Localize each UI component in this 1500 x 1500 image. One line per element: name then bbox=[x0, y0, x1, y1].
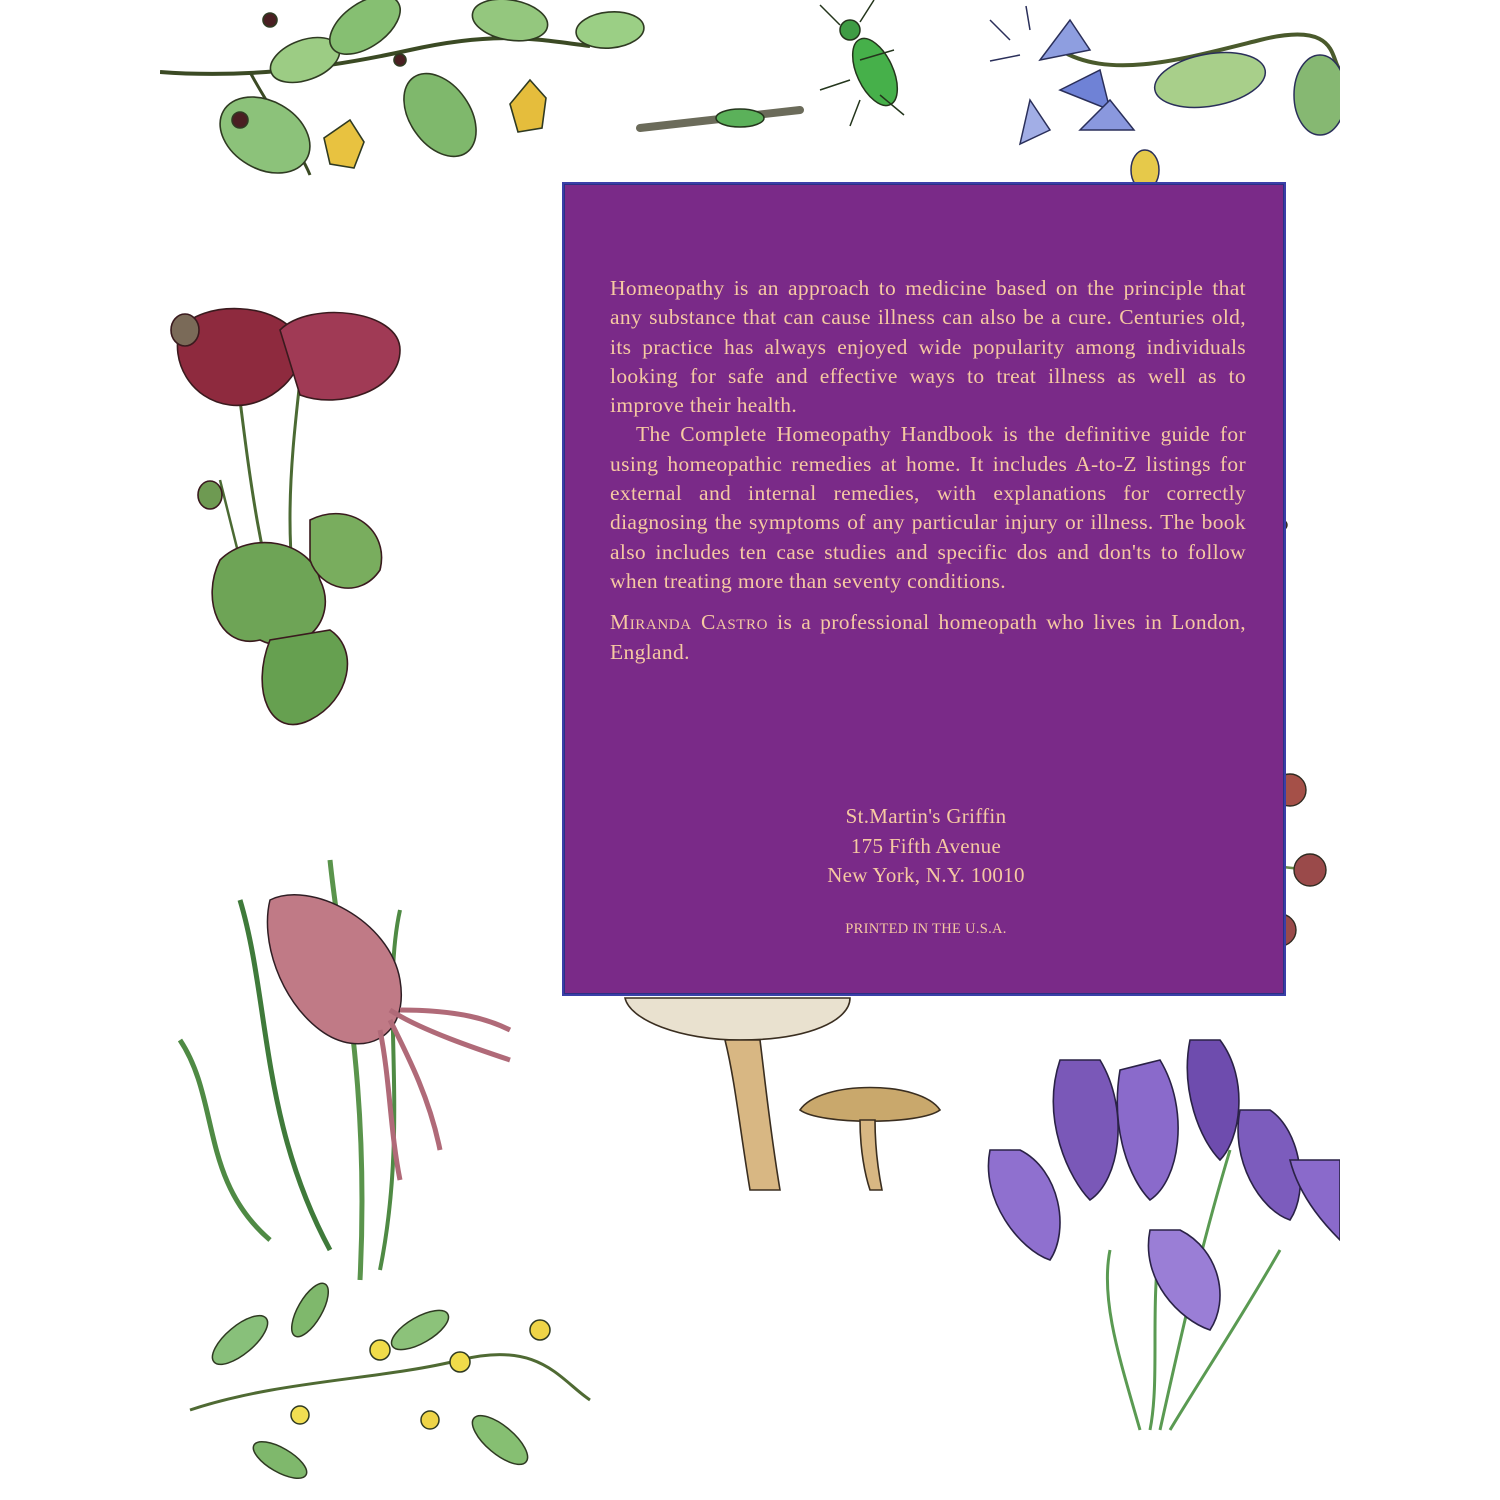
author-bio bbox=[610, 608, 1246, 667]
poppy-illustration bbox=[171, 309, 400, 725]
description-text bbox=[610, 274, 1246, 667]
yellow-flower-vine-illustration bbox=[190, 1278, 590, 1485]
publisher-street: 175 Fifth Avenue bbox=[850, 833, 1002, 858]
cuttlefish-seaweed-illustration bbox=[180, 860, 510, 1280]
description-panel bbox=[562, 182, 1286, 996]
publisher-name: St.Martin's Griffin bbox=[845, 804, 1007, 828]
author-bio-text: is a professional homeopath who lives in London, England. bbox=[610, 610, 1246, 664]
mushroom-illustration bbox=[625, 998, 940, 1190]
author-name: Miranda Castro bbox=[610, 610, 769, 635]
description-paragraph-1: Homeopathy is an approach to medicine based on the principle that any substance that can cause illness can also be a cure. Centuries old, its practice has always enjoyed wide popularity among individuals looking for safe and effective ways to treat illness as well as to improve their health. bbox=[610, 276, 1246, 418]
beetle-illustration bbox=[640, 0, 907, 128]
description-paragraph-2: The Complete Homeopathy Handbook is the definitive guide for using homeopathic remedies at home. It includes A-to-Z listings for external and internal remedies, with explanations for correctly diagnosing the symptoms of any particular injury or illness. The book also includes ten case studies and specific dos and don'ts to follow when treating more than seventy conditions. bbox=[610, 422, 1246, 593]
publisher-address bbox=[564, 802, 1288, 891]
back-cover-page bbox=[160, 0, 1340, 1500]
blue-flower-illustration bbox=[990, 6, 1340, 190]
crocus-illustration bbox=[988, 1040, 1340, 1430]
printed-note: PRINTED IN THE U.S.A. bbox=[845, 921, 1007, 937]
publisher-city: New York, N.Y. 10010 bbox=[827, 863, 1025, 887]
leafy-vine-illustration bbox=[160, 0, 645, 188]
